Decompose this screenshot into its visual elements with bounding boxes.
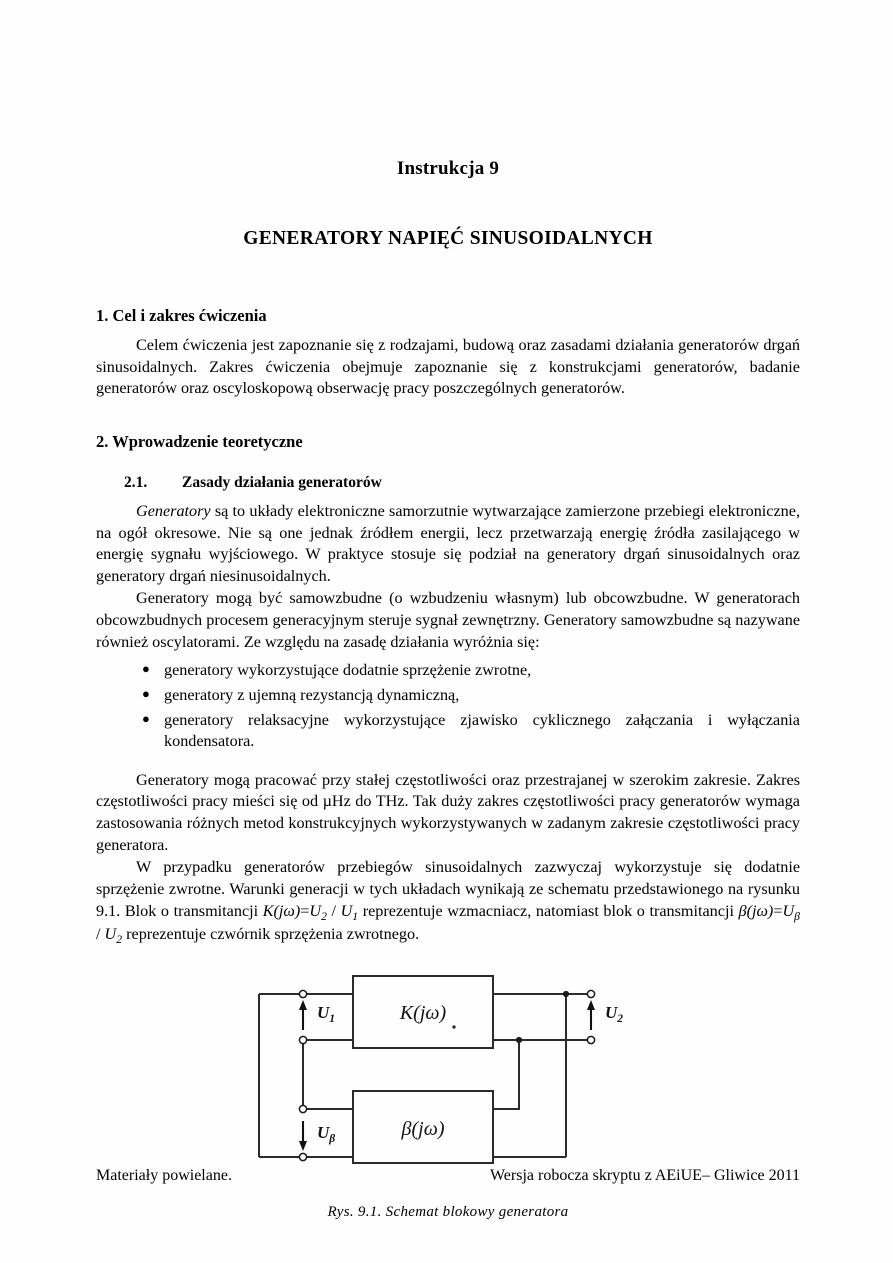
document-subtitle: GENERATORY NAPIĘĆ SINUSOIDALNYCH	[243, 228, 653, 249]
paragraph-4-part-2: reprezentuje wzmacniacz, natomiast blok o transmitancji	[358, 901, 739, 920]
section-2-paragraph-2: Generatory mogą być samowzbudne (o wzbudzeniu własnym) lub obcowzbudne. W generatorach obcowzbudnych procesem generacyjnym steruje sygnał zewnętrzny. Generatory samowzbudne są nazywane również oscylatorami. Ze względu na zasadę działania wyróżnia się:	[96, 589, 800, 651]
list-item	[96, 685, 800, 707]
terminal-u2-bottom	[587, 1036, 594, 1043]
bullet-icon: ●	[142, 685, 150, 701]
paragraph-4-part-3: reprezentuje czwórnik sprzężenia zwrotnego.	[122, 925, 420, 944]
terminal-u2-top	[587, 990, 594, 997]
terminal-ubeta-top	[299, 1105, 306, 1112]
terminal-u1-top	[299, 990, 306, 997]
section-2-paragraph-1-rest: są to układy elektroniczne samorzutnie wytwarzające zamierzone przebiegi elektroniczne, na ogół okresowe. Nie są one jednak źródłem energii, lecz przetwarzają energię źródła zasilającego w energię sygnału wyjściowego. W praktyce stosuje się podział na generatory drgań sinusoidalnych oraz generatory drgań niesinusoidalnych.	[96, 501, 800, 585]
figure-block-diagram	[96, 972, 800, 1190]
footer-right-text: Wersja robocza skryptu z AEiUE– Gliwice 2011	[489, 1167, 800, 1184]
formula-beta-transmittance: β(jω)	[738, 901, 774, 920]
terminal-u1-bottom	[299, 1036, 306, 1043]
signal-label-u2: $U_2$	[605, 1003, 624, 1026]
formula-u2: $U_2$	[309, 901, 327, 923]
formula-u2-second: $U_2$	[104, 925, 123, 947]
section-2-paragraph-1	[96, 492, 800, 588]
block-diagram-svg	[96, 972, 800, 1190]
section-2-paragraph-4: W przypadku generatorów przebiegów sinusoidalnych zazwyczaj wykorzystuje się dodatnie sprzężenie zwrotne. Warunki generacji w tych układach wynikają ze schematu przedstawionego na rysunku 9.1. Blok o transmitancji $K(j\omega)=U_2 / U_1$ reprezentuje wzmacniacz, natomiast blok o transmitancji $\beta(j\omega)=U_\beta / U_2$ reprezentuje czwórnik sprzężenia zwrotnego.	[96, 858, 800, 947]
section-2-1-heading	[96, 452, 800, 492]
list-item	[96, 660, 800, 682]
terminal-ubeta-bottom	[299, 1153, 306, 1160]
section-2-1-title: Zasady działania generatorów	[182, 473, 382, 491]
formula-ubeta: $U_\beta$	[782, 901, 800, 923]
figure-caption: Rys. 9.1. Schemat blokowy generatora	[327, 1204, 569, 1221]
section-2-1-number: 2.1.	[124, 473, 148, 491]
bullet-icon: ●	[142, 710, 150, 726]
list-item	[96, 710, 800, 753]
section-1-heading: 1. Cel i zakres ćwiczenia	[96, 306, 267, 325]
footer-left-text: Materiały powielane.	[96, 1167, 232, 1184]
feedback-block-label: β(jω)	[401, 1118, 445, 1141]
formula-u1: $U_1$	[340, 901, 359, 923]
list-item-label: generatory relaksacyjne wykorzystujące zjawisko cyklicznego załączania i wyłączania kondensatora.	[164, 710, 800, 751]
paragraph-4-part-1: W przypadku generatorów przebiegów sinusoidalnych zazwyczaj wykorzystuje się dodatnie sprzężenie zwrotne. Warunki generacji w tych układach wynikają ze schematu przedstawionego na rysunku 9.1. Blok o transmitancji	[96, 858, 800, 920]
arrow-u1-head	[299, 1000, 307, 1010]
emphasis-generatory: Generatory	[136, 501, 211, 520]
document-content	[96, 0, 800, 1221]
signal-label-u1: $U_1$	[317, 1003, 336, 1026]
oscillator-types-list	[96, 653, 800, 753]
arrow-u2-head	[587, 1000, 595, 1010]
section-2-paragraph-3: Generatory mogą pracować przy stałej częstotliwości oraz przestrajanej w szerokim zakresie. Zakres częstotliwości pracy mieści się od µHz do THz. Tak duży zakres częstotliwości pracy generatorów wymaga zastosowania różnych metod konstrukcyjnych wykorzystywanych w zadanym zakresie częstotliwości pracy generatora.	[96, 770, 800, 854]
arrow-ubeta-head	[299, 1141, 307, 1151]
formula-k-transmittance: K(jω)	[262, 901, 301, 920]
section-1-paragraph: Celem ćwiczenia jest zapoznanie się z rodzajami, budową oraz zasadami działania generatorów drgań sinusoidalnych. Zakres ćwiczenia obejmuje zapoznanie się z konstrukcjami generatorów, badanie generatorów oraz oscyloskopową obserwację pracy poszczególnych generatorów.	[96, 336, 800, 398]
junction-dot-top-right	[563, 991, 569, 997]
junction-dot-mid-right	[516, 1037, 522, 1043]
page-title: Instrukcja 9	[396, 158, 500, 179]
signal-label-ubeta: $U_\beta$	[317, 1123, 336, 1146]
scan-artifact-dot	[452, 1025, 455, 1028]
amplifier-block-label: K(jω)	[399, 1002, 447, 1025]
list-item-label: generatory wykorzystujące dodatnie sprzężenie zwrotne,	[164, 661, 532, 680]
section-2-heading: 2. Wprowadzenie teoretyczne	[96, 431, 303, 451]
wire-k-to-beta	[493, 1040, 519, 1109]
list-item-label: generatory z ujemną rezystancją dynamiczną,	[164, 685, 460, 704]
page-footer	[96, 1167, 800, 1185]
bullet-icon: ●	[142, 661, 150, 677]
